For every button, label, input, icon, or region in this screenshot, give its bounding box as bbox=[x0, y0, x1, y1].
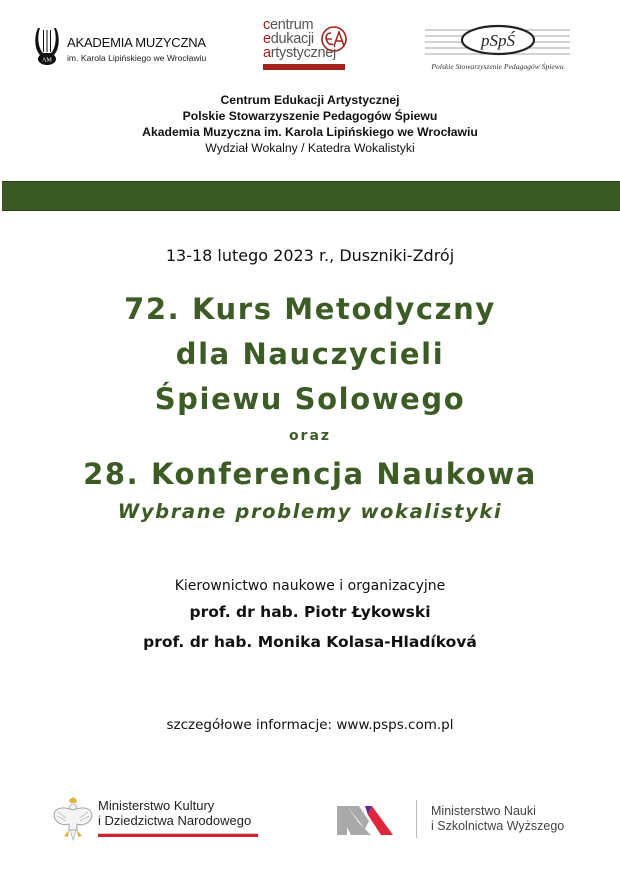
institution-line-2: Polskie Stowarzyszenie Pedagogów Śpiewu bbox=[182, 109, 438, 123]
akademia-name: AKADEMIA MUZYCZNA bbox=[67, 35, 206, 50]
info-label: szczegółowe informacje: bbox=[166, 717, 333, 733]
mnisw-text bbox=[431, 804, 564, 834]
mnisw-line-2: i Szkolnictwa Wyższego bbox=[431, 819, 565, 833]
svg-text:pSpŚ: pSpŚ bbox=[481, 31, 515, 50]
mkidn-line-1: Ministerstwo Kultury bbox=[98, 798, 215, 813]
cea-mark-icon bbox=[319, 24, 349, 54]
institution-line-1: Centrum Edukacji Artystycznej bbox=[220, 93, 400, 107]
event-title-line-4: 28. Konferencja Naukowa bbox=[83, 457, 537, 491]
event-title-line-3: Śpiewu Solowego bbox=[154, 382, 466, 416]
mnisw-logo bbox=[335, 800, 575, 840]
eagle-icon bbox=[52, 796, 94, 842]
centrum-edukacji-artystycznej-logo bbox=[261, 18, 351, 73]
mnisw-separator bbox=[416, 800, 417, 838]
institution-line-4: Wydział Wokalny / Katedra Wokalistyki bbox=[205, 141, 415, 155]
website-link[interactable]: www.psps.com.pl bbox=[336, 717, 454, 733]
mkidn-line-2: i Dziedzictwa Narodowego bbox=[98, 813, 252, 828]
akademia-muzyczna-logo bbox=[34, 26, 214, 66]
akademia-subname: im. Karola Lipińskiego we Wrocławiu bbox=[67, 53, 207, 63]
event-date-place: 13-18 lutego 2023 r., Duszniki-Zdrój bbox=[165, 246, 455, 265]
leader-name-1: prof. dr hab. Piotr Łykowski bbox=[189, 603, 431, 621]
cea-underline bbox=[263, 64, 345, 70]
music-staff-icon bbox=[425, 22, 570, 58]
polish-flag-stripe bbox=[98, 833, 258, 837]
cea-line-1: centrum bbox=[263, 17, 314, 33]
event-title-line-2: dla Nauczycieli bbox=[175, 337, 445, 371]
mkidn-text bbox=[98, 798, 251, 828]
institutions-block bbox=[0, 92, 620, 156]
green-divider-band bbox=[2, 181, 620, 211]
leadership-label: Kierownictwo naukowe i organizacyjne bbox=[174, 578, 446, 594]
lyre-icon bbox=[34, 26, 60, 66]
svg-text:AM: AM bbox=[42, 57, 52, 64]
cea-line-3: artystycznej bbox=[263, 45, 336, 61]
mkidn-logo bbox=[52, 796, 272, 842]
info-line bbox=[0, 717, 620, 733]
cea-line-2: edukacji bbox=[263, 31, 314, 47]
event-title-line-1: 72. Kurs Metodyczny bbox=[124, 292, 496, 326]
event-connector: oraz bbox=[288, 428, 332, 444]
mnisw-line-1: Ministerstwo Nauki bbox=[431, 804, 536, 818]
leader-name-2: prof. dr hab. Monika Kolasa-Hladíková bbox=[143, 633, 477, 651]
mn-mark-icon bbox=[337, 803, 397, 835]
psps-caption: Polskie Stowarzyszenie Pedagogów Śpiewu bbox=[431, 62, 564, 71]
psps-logo bbox=[425, 18, 570, 74]
event-subtitle: Wybrane problemy wokalistyki bbox=[117, 500, 503, 523]
institution-line-3: Akademia Muzyczna im. Karola Lipińskiego we Wrocławiu bbox=[142, 125, 478, 139]
